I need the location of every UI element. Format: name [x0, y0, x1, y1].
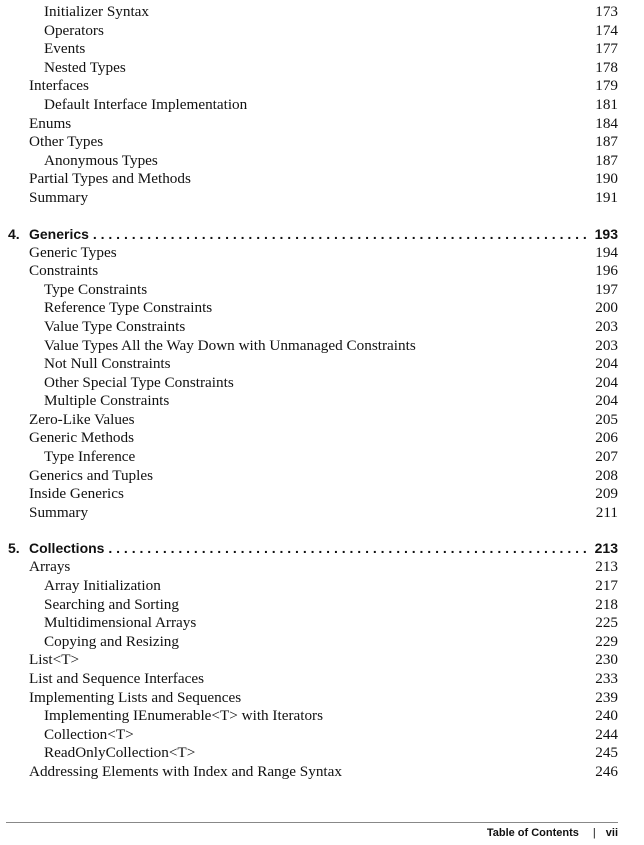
toc-subsection-entry[interactable]: [0, 744, 644, 763]
toc-subsection-entry[interactable]: [0, 596, 644, 615]
toc-entry-title: Type Inference: [44, 448, 136, 466]
footer-page-number: vii: [605, 827, 618, 839]
table-of-contents: [0, 3, 644, 782]
toc-subsection-entry[interactable]: [0, 726, 644, 745]
toc-entry-title: Copying and Resizing: [44, 632, 179, 650]
toc-entry-title: Constraints: [29, 262, 99, 280]
toc-entry-title: Implementing IEnumerable<T> with Iterators: [44, 707, 324, 725]
toc-entry-title: Value Types All the Way Down with Unmanaged Constraints: [44, 336, 416, 354]
toc-section-entry[interactable]: [0, 504, 644, 523]
toc-entry-title: Other Special Type Constraints: [44, 373, 234, 391]
toc-subsection-entry[interactable]: [0, 40, 644, 59]
toc-page-number: 209: [595, 485, 618, 503]
toc-page-number: 246: [595, 762, 618, 780]
toc-entry-title: Anonymous Types: [44, 151, 158, 169]
toc-subsection-entry[interactable]: [0, 337, 644, 356]
toc-page-number: 203: [595, 317, 618, 335]
toc-entry-title: Generics . . .: [29, 224, 618, 244]
toc-page-number: 177: [595, 40, 618, 58]
toc-page-number: 196: [595, 262, 618, 280]
toc-entry-title: Enums: [29, 114, 72, 132]
toc-section-entry[interactable]: [0, 485, 644, 504]
toc-page-number: 174: [595, 21, 618, 39]
toc-section-entry[interactable]: [0, 262, 644, 281]
toc-entry-title: Zero-Like Values: [29, 410, 135, 428]
toc-page-number: 204: [595, 355, 618, 373]
toc-entry-title: Searching and Sorting: [44, 595, 179, 613]
toc-subsection-entry[interactable]: [0, 59, 644, 78]
toc-entry-title: Not Null Constraints: [44, 355, 171, 373]
toc-entry-title: Addressing Elements with Index and Range Syntax: [29, 762, 342, 780]
toc-entry-title: Type Constraints: [44, 280, 148, 298]
toc-section-entry[interactable]: [0, 133, 644, 152]
toc-subsection-entry[interactable]: [0, 707, 644, 726]
footer-divider: [6, 822, 618, 823]
toc-section-entry[interactable]: [0, 244, 644, 263]
toc-page-number: 197: [595, 280, 618, 298]
toc-page-number: 181: [595, 95, 618, 113]
toc-subsection-entry[interactable]: [0, 3, 644, 22]
toc-page-number: 206: [595, 429, 618, 447]
toc-page-number: 207: [595, 448, 618, 466]
section-gap: [0, 522, 644, 538]
toc-page-number: 225: [595, 614, 618, 632]
toc-section-entry[interactable]: [0, 689, 644, 708]
toc-subsection-entry[interactable]: [0, 281, 644, 300]
toc-section-entry[interactable]: [0, 170, 644, 189]
toc-section-entry[interactable]: [0, 670, 644, 689]
toc-page-number: 230: [595, 651, 618, 669]
toc-subsection-entry[interactable]: [0, 614, 644, 633]
toc-entry-title: Reference Type Constraints: [44, 299, 213, 317]
toc-page-number: 187: [595, 151, 618, 169]
toc-subsection-entry[interactable]: [0, 22, 644, 41]
toc-entry-title: Summary: [29, 503, 89, 521]
toc-page-number: 211: [595, 503, 618, 521]
chapter-number: 4.: [8, 225, 20, 242]
toc-page-number: 200: [595, 299, 618, 317]
toc-section-entry[interactable]: [0, 77, 644, 96]
toc-subsection-entry[interactable]: [0, 318, 644, 337]
toc-page-number: 191: [595, 188, 618, 206]
toc-entry-title: Multiple Constraints: [44, 392, 170, 410]
toc-entry-title: Summary: [29, 188, 89, 206]
toc-subsection-entry[interactable]: [0, 392, 644, 411]
footer-section-title: Table of Contents: [486, 827, 579, 839]
toc-page-number: 213: [595, 558, 618, 576]
toc-entry-title: Implementing Lists and Sequences: [29, 688, 242, 706]
toc-page-number: 187: [595, 133, 618, 151]
toc-entry-title: Default Interface Implementation: [44, 95, 248, 113]
toc-section-entry[interactable]: [0, 467, 644, 486]
toc-section-entry[interactable]: [0, 558, 644, 577]
toc-entry-title: Collections . . .: [29, 538, 618, 558]
toc-page-number: 194: [595, 243, 618, 261]
toc-page-number: 217: [595, 577, 618, 595]
page-footer: [487, 827, 618, 839]
toc-page-number: 173: [595, 3, 618, 20]
toc-page-number: 213: [589, 538, 618, 558]
toc-entry-title: Generic Types: [29, 243, 117, 261]
toc-page-number: 204: [595, 392, 618, 410]
toc-subsection-entry[interactable]: [0, 299, 644, 318]
toc-page-number: 218: [595, 595, 618, 613]
toc-page-number: 193: [589, 224, 618, 244]
toc-entry-title: List<T>: [29, 651, 80, 669]
toc-subsection-entry[interactable]: [0, 374, 644, 393]
toc-subsection-entry[interactable]: [0, 96, 644, 115]
toc-entry-title: Partial Types and Methods: [29, 170, 191, 188]
toc-page-number: 203: [595, 336, 618, 354]
toc-page-number: 233: [595, 670, 618, 687]
toc-section-entry[interactable]: [0, 429, 644, 448]
toc-entry-title: ReadOnlyCollection<T>: [44, 744, 196, 762]
toc-page-number: 229: [595, 632, 618, 650]
toc-page-number: 178: [595, 58, 618, 76]
toc-subsection-entry[interactable]: [0, 448, 644, 467]
toc-section-entry[interactable]: [0, 763, 644, 782]
toc-entry-title: Interfaces: [29, 77, 89, 95]
toc-entry-title: Events: [44, 40, 86, 58]
toc-page-number: 204: [595, 373, 618, 391]
toc-page-number: 244: [595, 725, 618, 743]
toc-page-number: 245: [595, 744, 618, 762]
toc-page-number: 179: [595, 77, 618, 95]
toc-entry-title: Nested Types: [44, 58, 126, 76]
toc-subsection-entry[interactable]: [0, 577, 644, 596]
toc-entry-title: Arrays: [29, 558, 71, 576]
toc-entry-title: Collection<T>: [44, 725, 134, 743]
toc-page-number: 190: [595, 170, 618, 188]
toc-chapter-entry[interactable]: [0, 538, 644, 558]
toc-section-entry[interactable]: [0, 115, 644, 134]
toc-page-number: 240: [595, 707, 618, 725]
toc-entry-title: Multidimensional Arrays: [44, 614, 197, 632]
toc-section-entry[interactable]: [0, 651, 644, 670]
toc-entry-title: Initializer Syntax: [44, 3, 150, 20]
toc-subsection-entry[interactable]: [0, 152, 644, 171]
toc-section-entry[interactable]: [0, 411, 644, 430]
toc-page-number: 239: [595, 688, 618, 706]
section-gap: [0, 208, 644, 224]
toc-subsection-entry[interactable]: [0, 633, 644, 652]
toc-page-number: 208: [595, 466, 618, 484]
toc-page-number: 205: [595, 410, 618, 428]
toc-entry-title: Generic Methods: [29, 429, 135, 447]
chapter-number: 5.: [8, 540, 20, 557]
toc-entry-title: Array Initialization: [44, 577, 161, 595]
toc-entry-title: List and Sequence Interfaces: [29, 670, 204, 687]
toc-entry-title: Inside Generics: [29, 485, 124, 503]
toc-page-number: 184: [595, 114, 618, 132]
toc-entry-title: Value Type Constraints: [44, 317, 186, 335]
toc-chapter-entry[interactable]: [0, 224, 644, 244]
toc-entry-title: Operators: [44, 21, 104, 39]
toc-entry-title: Generics and Tuples: [29, 466, 154, 484]
toc-entry-title: Other Types: [29, 133, 104, 151]
footer-separator: |: [592, 827, 596, 839]
toc-subsection-entry[interactable]: [0, 355, 644, 374]
toc-section-entry[interactable]: [0, 189, 644, 208]
